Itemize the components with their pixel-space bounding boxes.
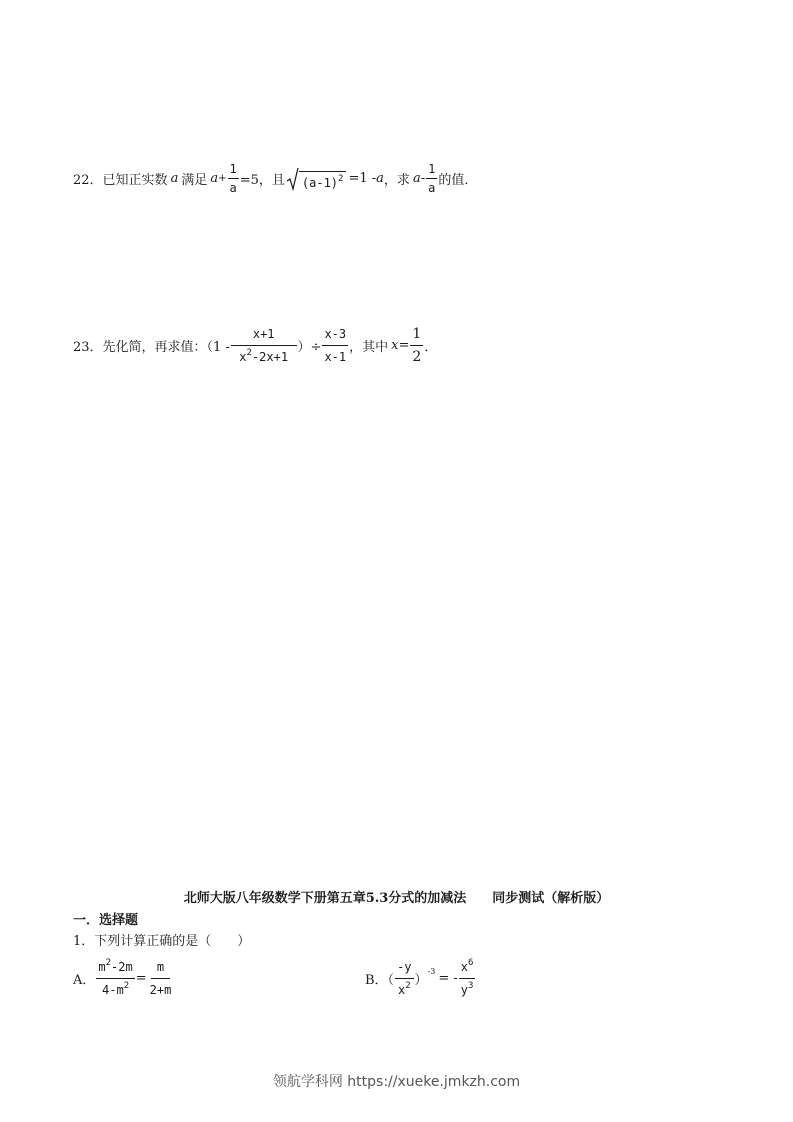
fraction-denominator: x-1 xyxy=(324,350,347,364)
question-text: ． xyxy=(424,340,438,355)
fraction xyxy=(426,162,437,195)
equals-sign: = xyxy=(398,338,410,353)
denominator-part: x xyxy=(239,350,247,364)
question-text: ）÷ xyxy=(297,340,322,355)
exponent: 2 xyxy=(405,981,411,991)
fraction-numerator: m xyxy=(151,958,170,979)
fraction xyxy=(231,325,297,366)
plus-sign: + xyxy=(218,173,227,184)
fraction-numerator xyxy=(459,958,476,979)
exponent: 2 xyxy=(246,348,252,358)
numerator-part: -2m xyxy=(111,960,133,974)
question-text: =1 - xyxy=(348,171,377,186)
question-text: ，求 xyxy=(383,173,410,188)
square-root xyxy=(287,167,347,191)
fraction-numerator: x-3 xyxy=(322,325,348,346)
question-number: 23． xyxy=(73,340,103,355)
numerator-part: x xyxy=(460,960,468,974)
fraction xyxy=(322,325,348,366)
fraction xyxy=(395,958,413,999)
variable-x: x xyxy=(391,338,399,353)
close-paren: ） xyxy=(414,973,428,988)
fraction-denominator xyxy=(459,979,476,999)
variable-a: a xyxy=(376,171,384,186)
fraction-denominator: a xyxy=(428,181,436,195)
equals-sign: = - xyxy=(438,971,458,986)
fraction-denominator: 2 xyxy=(412,349,422,365)
denominator-part: 4-m xyxy=(102,983,124,997)
fraction-denominator: 2+m xyxy=(149,983,172,997)
fraction-numerator: 1 xyxy=(410,325,423,346)
variable-a: a xyxy=(210,171,219,186)
exponent: 6 xyxy=(467,958,474,968)
fraction-denominator xyxy=(100,979,131,999)
denominator-part: y xyxy=(460,983,468,997)
denominator-part: x xyxy=(397,983,406,997)
denominator-part: -2x+1 xyxy=(251,350,289,364)
fraction xyxy=(410,325,423,366)
question-text: ，其中 xyxy=(349,340,389,355)
variable-a: a xyxy=(412,171,421,186)
footer-watermark: 领航学科网 https://xueke.jmkzh.com xyxy=(272,1074,521,1090)
option-a xyxy=(73,958,174,999)
minus-sign: - xyxy=(420,171,426,186)
question-text: 已知正实数 xyxy=(102,173,168,188)
question-1: 1．下列计算正确的是（ ） xyxy=(73,934,251,949)
radicand-base: (a-1) xyxy=(301,175,339,190)
option-label: A． xyxy=(73,973,96,988)
exponent: 3 xyxy=(467,981,474,991)
question-text: 先化简，再求值：（1 - xyxy=(102,340,230,355)
fraction-numerator: -y xyxy=(395,958,413,979)
question-text: 满足 xyxy=(181,173,208,188)
fraction xyxy=(459,958,476,999)
option-label: B．（ xyxy=(365,973,395,988)
fraction-numerator: 1 xyxy=(426,162,437,179)
exponent: 2 xyxy=(123,981,130,991)
fraction-denominator: a xyxy=(229,181,237,195)
exponent: 2 xyxy=(105,958,112,968)
question-23 xyxy=(73,325,437,366)
fraction-numerator: 1 xyxy=(228,162,239,179)
radicand xyxy=(299,171,347,191)
fraction xyxy=(228,162,239,195)
exponent: -3 xyxy=(427,967,436,976)
option-b xyxy=(365,958,476,999)
answer-title: 北师大版八年级数学下册第五章5.3分式的加减法 同步测试（解析版） xyxy=(183,891,610,906)
exponent: 2 xyxy=(338,173,344,184)
variable-a: a xyxy=(170,171,179,186)
fraction-numerator xyxy=(96,958,134,979)
question-22 xyxy=(73,162,477,195)
fraction-denominator xyxy=(237,346,290,366)
question-text: =5，且 xyxy=(239,173,285,188)
question-text: 的值． xyxy=(438,173,478,188)
fraction xyxy=(148,958,174,999)
equals-sign: = xyxy=(135,971,147,986)
fraction-denominator xyxy=(396,979,413,999)
question-number: 22． xyxy=(73,173,103,188)
numerator-part: m xyxy=(98,960,106,974)
fraction-numerator: x+1 xyxy=(231,325,297,346)
radical-sign-icon xyxy=(287,167,299,191)
fraction xyxy=(96,958,134,999)
section-heading: 一．选择题 xyxy=(73,913,139,928)
